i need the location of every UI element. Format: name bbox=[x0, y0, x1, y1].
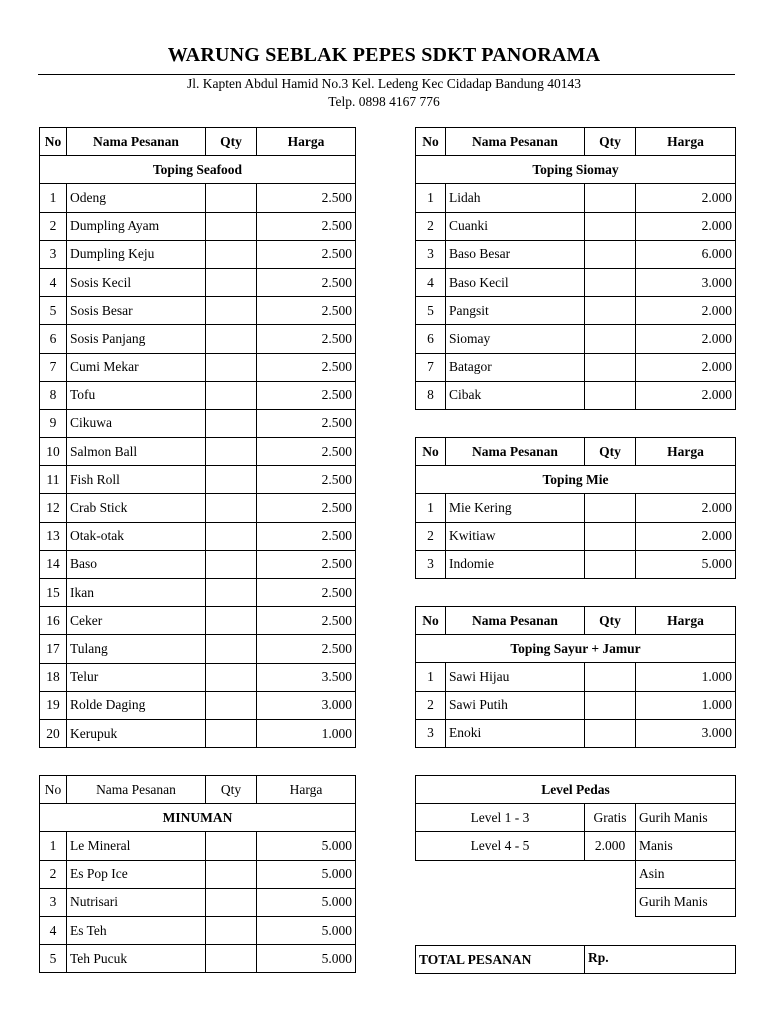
table-row bbox=[40, 522, 356, 550]
qty-input[interactable] bbox=[585, 381, 636, 409]
row-name: Salmon Ball bbox=[67, 438, 206, 466]
col-name: Nama Pesanan bbox=[67, 776, 206, 804]
total-table bbox=[415, 945, 736, 974]
row-name: Indomie bbox=[446, 550, 585, 578]
row-name: Es Pop Ice bbox=[67, 860, 206, 888]
row-name: Sosis Kecil bbox=[67, 268, 206, 296]
row-no: 6 bbox=[416, 325, 446, 353]
qty-input[interactable] bbox=[206, 550, 257, 578]
row-name: Sosis Panjang bbox=[67, 325, 206, 353]
qty-input[interactable] bbox=[206, 381, 257, 409]
qty-input[interactable] bbox=[585, 494, 636, 522]
row-name: Odeng bbox=[67, 184, 206, 212]
row-price: 5.000 bbox=[257, 832, 356, 860]
row-name: Ceker bbox=[67, 607, 206, 635]
row-name: Sawi Hijau bbox=[446, 663, 585, 691]
row-price: 5.000 bbox=[257, 916, 356, 944]
col-name: Nama Pesanan bbox=[446, 438, 585, 466]
col-qty: Qty bbox=[206, 776, 257, 804]
row-no: 13 bbox=[40, 522, 67, 550]
row-name: Nutrisari bbox=[67, 888, 206, 916]
row-price: 2.500 bbox=[257, 184, 356, 212]
row-price: 2.500 bbox=[257, 466, 356, 494]
qty-input[interactable] bbox=[206, 635, 257, 663]
mie-table bbox=[415, 437, 736, 579]
row-no: 14 bbox=[40, 550, 67, 578]
table-row bbox=[40, 212, 356, 240]
level-taste: Gurih Manis bbox=[636, 888, 736, 916]
row-no: 2 bbox=[416, 522, 446, 550]
row-price: 2.500 bbox=[257, 268, 356, 296]
qty-input[interactable] bbox=[206, 353, 257, 381]
table-row bbox=[416, 325, 736, 353]
row-price: 1.000 bbox=[636, 663, 736, 691]
row-name: Baso Besar bbox=[446, 240, 585, 268]
row-no: 2 bbox=[40, 212, 67, 240]
row-no: 1 bbox=[416, 184, 446, 212]
table-row bbox=[40, 381, 356, 409]
col-no: No bbox=[40, 776, 67, 804]
qty-input[interactable] bbox=[585, 663, 636, 691]
row-no: 3 bbox=[416, 719, 446, 747]
row-price: 3.000 bbox=[257, 691, 356, 719]
table-row bbox=[40, 719, 356, 747]
row-name: Le Mineral bbox=[67, 832, 206, 860]
qty-input[interactable] bbox=[206, 832, 257, 860]
row-no: 8 bbox=[416, 381, 446, 409]
col-name: Nama Pesanan bbox=[446, 128, 585, 156]
row-name: Rolde Daging bbox=[67, 691, 206, 719]
qty-input[interactable] bbox=[206, 522, 257, 550]
row-name: Kerupuk bbox=[67, 719, 206, 747]
table-row bbox=[416, 297, 736, 325]
col-no: No bbox=[416, 128, 446, 156]
row-no: 20 bbox=[40, 719, 67, 747]
row-no: 7 bbox=[416, 353, 446, 381]
row-price: 2.000 bbox=[636, 494, 736, 522]
level-label: Level 1 - 3 bbox=[416, 804, 585, 832]
row-no: 17 bbox=[40, 635, 67, 663]
row-no: 9 bbox=[40, 409, 67, 437]
qty-input[interactable] bbox=[206, 888, 257, 916]
row-no: 4 bbox=[416, 268, 446, 296]
table-row bbox=[416, 240, 736, 268]
header-row bbox=[416, 607, 736, 635]
row-no: 3 bbox=[40, 240, 67, 268]
qty-input[interactable] bbox=[206, 860, 257, 888]
qty-input[interactable] bbox=[585, 325, 636, 353]
row-no: 1 bbox=[40, 184, 67, 212]
qty-input[interactable] bbox=[585, 240, 636, 268]
table-row bbox=[40, 579, 356, 607]
qty-input[interactable] bbox=[206, 325, 257, 353]
row-price: 1.000 bbox=[636, 691, 736, 719]
row-no: 8 bbox=[40, 381, 67, 409]
row-no: 3 bbox=[416, 550, 446, 578]
header-row bbox=[416, 128, 736, 156]
col-name: Nama Pesanan bbox=[67, 128, 206, 156]
row-price: 5.000 bbox=[257, 945, 356, 973]
col-price: Harga bbox=[257, 128, 356, 156]
row-name: Lidah bbox=[446, 184, 585, 212]
section-title: MINUMAN bbox=[40, 804, 356, 832]
header-row bbox=[416, 438, 736, 466]
table-row bbox=[40, 916, 356, 944]
table-row bbox=[40, 663, 356, 691]
row-name: Cuanki bbox=[446, 212, 585, 240]
qty-input[interactable] bbox=[206, 212, 257, 240]
qty-input[interactable] bbox=[206, 409, 257, 437]
table-row bbox=[40, 438, 356, 466]
row-no: 10 bbox=[40, 438, 67, 466]
row-price: 2.500 bbox=[257, 325, 356, 353]
row-price: 5.000 bbox=[257, 860, 356, 888]
sayur-table bbox=[415, 606, 736, 748]
table-row bbox=[40, 888, 356, 916]
row-no: 15 bbox=[40, 579, 67, 607]
row-no: 5 bbox=[416, 297, 446, 325]
qty-input[interactable] bbox=[206, 466, 257, 494]
row-name: Baso Kecil bbox=[446, 268, 585, 296]
row-no: 1 bbox=[416, 494, 446, 522]
qty-input[interactable] bbox=[206, 945, 257, 973]
col-price: Harga bbox=[636, 128, 736, 156]
row-name: Ikan bbox=[67, 579, 206, 607]
row-no: 5 bbox=[40, 297, 67, 325]
total-label: TOTAL PESANAN bbox=[416, 946, 585, 974]
row-name: Otak-otak bbox=[67, 522, 206, 550]
row-name: Cibak bbox=[446, 381, 585, 409]
row-no: 4 bbox=[40, 916, 67, 944]
row-name: Dumpling Keju bbox=[67, 240, 206, 268]
table-row bbox=[40, 297, 356, 325]
seafood-table bbox=[39, 127, 356, 748]
row-name: Sawi Putih bbox=[446, 691, 585, 719]
level-row bbox=[416, 804, 736, 832]
qty-input[interactable] bbox=[585, 184, 636, 212]
level-taste: Manis bbox=[636, 832, 736, 860]
table-row bbox=[40, 607, 356, 635]
minuman-table bbox=[39, 775, 356, 973]
row-name: Cikuwa bbox=[67, 409, 206, 437]
table-row bbox=[40, 184, 356, 212]
row-price: 2.500 bbox=[257, 522, 356, 550]
taste-row bbox=[416, 888, 736, 916]
qty-input[interactable] bbox=[206, 607, 257, 635]
row-price: 3.500 bbox=[257, 663, 356, 691]
row-price: 2.500 bbox=[257, 438, 356, 466]
col-no: No bbox=[40, 128, 67, 156]
qty-input[interactable] bbox=[206, 240, 257, 268]
section-title: Toping Seafood bbox=[40, 156, 356, 184]
level-label: Level 4 - 5 bbox=[416, 832, 585, 860]
section-title: Toping Siomay bbox=[416, 156, 736, 184]
table-row bbox=[40, 325, 356, 353]
row-name: Telur bbox=[67, 663, 206, 691]
table-row bbox=[416, 691, 736, 719]
level-price: 2.000 bbox=[585, 832, 636, 860]
level-pedas-table bbox=[415, 775, 736, 917]
row-no: 1 bbox=[416, 663, 446, 691]
table-row bbox=[416, 494, 736, 522]
row-price: 3.000 bbox=[636, 719, 736, 747]
level-price: Gratis bbox=[585, 804, 636, 832]
row-price: 2.500 bbox=[257, 494, 356, 522]
header-row bbox=[40, 128, 356, 156]
table-row bbox=[416, 550, 736, 578]
row-price: 2.500 bbox=[257, 240, 356, 268]
row-price: 6.000 bbox=[636, 240, 736, 268]
row-price: 5.000 bbox=[257, 888, 356, 916]
table-row bbox=[40, 494, 356, 522]
qty-input[interactable] bbox=[206, 663, 257, 691]
row-price: 2.500 bbox=[257, 409, 356, 437]
qty-input[interactable] bbox=[585, 353, 636, 381]
col-name: Nama Pesanan bbox=[446, 607, 585, 635]
row-price: 2.500 bbox=[257, 635, 356, 663]
row-name: Cumi Mekar bbox=[67, 353, 206, 381]
qty-input[interactable] bbox=[585, 550, 636, 578]
row-no: 7 bbox=[40, 353, 67, 381]
table-row bbox=[416, 381, 736, 409]
table-row bbox=[416, 719, 736, 747]
col-no: No bbox=[416, 607, 446, 635]
table-row bbox=[416, 522, 736, 550]
qty-input[interactable] bbox=[206, 438, 257, 466]
row-name: Mie Kering bbox=[446, 494, 585, 522]
table-row bbox=[40, 635, 356, 663]
level-row bbox=[416, 832, 736, 860]
row-no: 18 bbox=[40, 663, 67, 691]
table-row bbox=[416, 184, 736, 212]
row-no: 16 bbox=[40, 607, 67, 635]
table-row bbox=[416, 268, 736, 296]
col-qty: Qty bbox=[206, 128, 257, 156]
col-qty: Qty bbox=[585, 607, 636, 635]
qty-input[interactable] bbox=[206, 579, 257, 607]
row-price: 1.000 bbox=[257, 719, 356, 747]
row-no: 3 bbox=[40, 888, 67, 916]
table-row bbox=[40, 240, 356, 268]
row-no: 3 bbox=[416, 240, 446, 268]
row-name: Teh Pucuk bbox=[67, 945, 206, 973]
row-price: 2.000 bbox=[636, 184, 736, 212]
siomay-table bbox=[415, 127, 736, 410]
qty-input[interactable] bbox=[585, 268, 636, 296]
row-name: Fish Roll bbox=[67, 466, 206, 494]
row-name: Tofu bbox=[67, 381, 206, 409]
row-name: Kwitiaw bbox=[446, 522, 585, 550]
table-row bbox=[40, 550, 356, 578]
row-price: 2.500 bbox=[257, 607, 356, 635]
header-row bbox=[40, 776, 356, 804]
row-price: 2.000 bbox=[636, 381, 736, 409]
row-no: 1 bbox=[40, 832, 67, 860]
row-price: 3.000 bbox=[636, 268, 736, 296]
col-price: Harga bbox=[257, 776, 356, 804]
row-name: Enoki bbox=[446, 719, 585, 747]
section-title: Toping Mie bbox=[416, 466, 736, 494]
total-value[interactable]: Rp. bbox=[585, 946, 736, 974]
row-price: 2.500 bbox=[257, 381, 356, 409]
row-name: Dumpling Ayam bbox=[67, 212, 206, 240]
row-price: 2.500 bbox=[257, 212, 356, 240]
row-no: 5 bbox=[40, 945, 67, 973]
qty-input[interactable] bbox=[206, 916, 257, 944]
col-qty: Qty bbox=[585, 128, 636, 156]
row-name: Baso bbox=[67, 550, 206, 578]
table-row bbox=[416, 663, 736, 691]
level-pedas-title: Level Pedas bbox=[416, 776, 736, 804]
row-price: 2.000 bbox=[636, 297, 736, 325]
table-row bbox=[40, 832, 356, 860]
qty-input[interactable] bbox=[206, 268, 257, 296]
row-price: 2.500 bbox=[257, 579, 356, 607]
qty-input[interactable] bbox=[206, 691, 257, 719]
row-name: Crab Stick bbox=[67, 494, 206, 522]
table-row bbox=[416, 212, 736, 240]
table-row bbox=[40, 691, 356, 719]
row-no: 2 bbox=[416, 691, 446, 719]
row-name: Es Teh bbox=[67, 916, 206, 944]
row-no: 19 bbox=[40, 691, 67, 719]
row-no: 2 bbox=[416, 212, 446, 240]
row-no: 12 bbox=[40, 494, 67, 522]
table-row bbox=[40, 353, 356, 381]
level-taste: Gurih Manis bbox=[636, 804, 736, 832]
row-no: 2 bbox=[40, 860, 67, 888]
row-name: Pangsit bbox=[446, 297, 585, 325]
row-price: 2.500 bbox=[257, 550, 356, 578]
col-price: Harga bbox=[636, 438, 736, 466]
row-price: 2.000 bbox=[636, 325, 736, 353]
phone: Telp. 0898 4167 776 bbox=[328, 94, 440, 109]
address: Jl. Kapten Abdul Hamid No.3 Kel. Ledeng Kec Cidadap Bandung 40143 bbox=[186, 76, 582, 91]
row-no: 6 bbox=[40, 325, 67, 353]
table-row bbox=[40, 860, 356, 888]
table-row bbox=[40, 268, 356, 296]
row-price: 5.000 bbox=[636, 550, 736, 578]
col-price: Harga bbox=[636, 607, 736, 635]
section-title: Toping Sayur + Jamur bbox=[416, 635, 736, 663]
level-taste: Asin bbox=[636, 860, 736, 888]
row-name: Tulang bbox=[67, 635, 206, 663]
row-price: 2.500 bbox=[257, 297, 356, 325]
qty-input[interactable] bbox=[585, 719, 636, 747]
qty-input[interactable] bbox=[585, 691, 636, 719]
col-no: No bbox=[416, 438, 446, 466]
qty-input[interactable] bbox=[206, 719, 257, 747]
header-divider bbox=[38, 74, 735, 75]
table-row bbox=[40, 409, 356, 437]
qty-input[interactable] bbox=[206, 494, 257, 522]
row-name: Batagor bbox=[446, 353, 585, 381]
table-row bbox=[40, 945, 356, 973]
qty-input[interactable] bbox=[206, 297, 257, 325]
taste-row bbox=[416, 860, 736, 888]
table-row bbox=[40, 466, 356, 494]
col-qty: Qty bbox=[585, 438, 636, 466]
row-price: 2.000 bbox=[636, 353, 736, 381]
row-no: 4 bbox=[40, 268, 67, 296]
row-price: 2.000 bbox=[636, 522, 736, 550]
row-name: Sosis Besar bbox=[67, 297, 206, 325]
row-no: 11 bbox=[40, 466, 67, 494]
table-row bbox=[416, 353, 736, 381]
qty-input[interactable] bbox=[585, 212, 636, 240]
qty-input[interactable] bbox=[585, 522, 636, 550]
row-price: 2.000 bbox=[636, 212, 736, 240]
page-title: WARUNG SEBLAK PEPES SDKT PANORAMA bbox=[167, 44, 601, 66]
qty-input[interactable] bbox=[206, 184, 257, 212]
qty-input[interactable] bbox=[585, 297, 636, 325]
row-name: Siomay bbox=[446, 325, 585, 353]
row-price: 2.500 bbox=[257, 353, 356, 381]
